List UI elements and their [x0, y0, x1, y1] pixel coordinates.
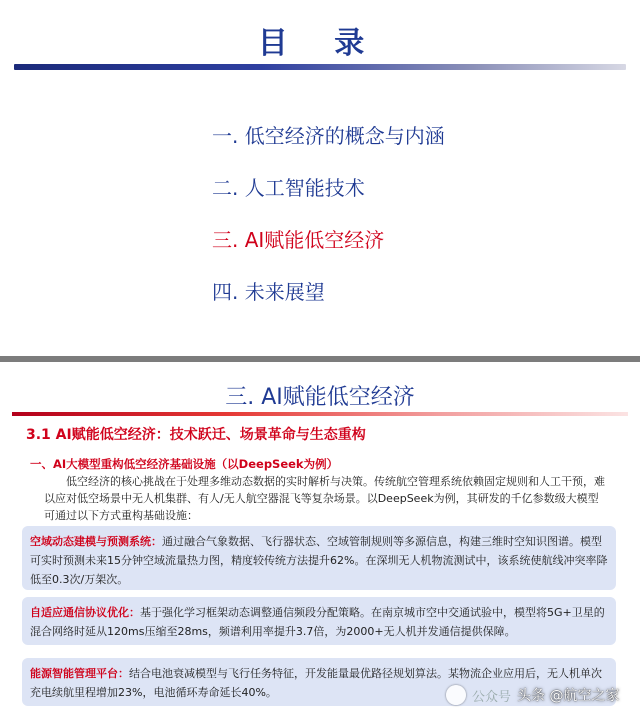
wechat-icon — [446, 685, 466, 705]
watermark-platform: 公众号 — [472, 689, 512, 705]
toc-title: 目 录 — [257, 26, 383, 61]
section-rule — [12, 412, 628, 416]
box-text: 通过融合气象数据、飞行器状态、空域管制规则等多源信息，构建三维时空知识图谱。模型可实时预测未来15分钟空域流量热力图，精度较传统方法提升62%。在深圳无人机物流测试中，该系统使航线冲突率降低至0.3次/万架次。 — [30, 535, 608, 586]
box-text: 结合电池衰减模型与飞行任务特征，开发能量最优路径规划算法。某物流企业应用后，无人机单次充电续航里程增加23%，电池循环寿命延长40%。 — [30, 667, 602, 699]
toc-list — [212, 118, 445, 326]
point-heading: 一、AI大模型重构低空经济基础设施（以DeepSeek为例） — [30, 457, 339, 471]
box-lead: 自适应通信协议优化： — [30, 606, 140, 619]
toc-item-4[interactable]: 四. 未来展望 — [212, 280, 325, 304]
section-title: 三. AI赋能低空经济 — [225, 385, 415, 410]
toc-slide — [0, 0, 640, 356]
info-box-airspace — [22, 526, 616, 590]
box-lead: 空域动态建模与预测系统： — [30, 535, 162, 548]
watermark-author: 头条 @航空之家 — [517, 688, 620, 704]
box-lead: 能源智能管理平台： — [30, 667, 129, 680]
box-text: 基于强化学习框架动态调整通信频段分配策略。在南京城市空中交通试验中，模型将5G+卫星的混合网络时延从120ms压缩至28ms，频谱利用率提升3.7倍，为2000+无人机并发通信提供保障。 — [30, 606, 605, 638]
toc-item-3-active[interactable]: 三. AI赋能低空经济 — [212, 228, 385, 252]
info-box-communication — [22, 597, 616, 645]
toc-item-2[interactable]: 二. 人工智能技术 — [212, 176, 365, 200]
toc-item-1[interactable]: 一. 低空经济的概念与内涵 — [212, 124, 445, 148]
section-subtitle: 3.1 AI赋能低空经济：技术跃迁、场景革命与生态重构 — [26, 427, 366, 443]
intro-paragraph: 低空经济的核心挑战在于处理多维动态数据的实时解析与决策。传统航空管理系统依赖固定规则和人工干预，难以应对低空场景中无人机集群、有人/无人航空器混飞等复杂场景。以DeepSeek为例，其研发的千亿参数级大模型可通过以下方式重构基础设施： — [44, 475, 605, 522]
section-slide — [0, 362, 640, 718]
watermark — [446, 680, 632, 710]
title-rule — [14, 64, 626, 70]
